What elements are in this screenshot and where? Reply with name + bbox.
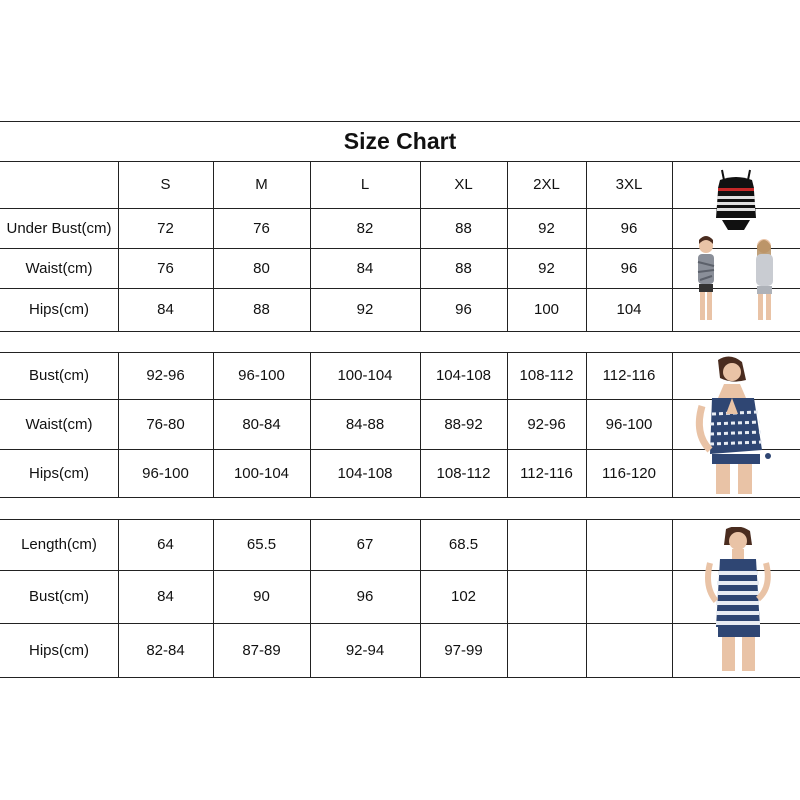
table-cell (507, 623, 586, 677)
table-cell: 68.5 (448, 536, 479, 553)
size-header-3xl: 3XL (615, 176, 643, 193)
chart-title: Size Chart (343, 128, 457, 154)
table-cell: 96-100 (142, 464, 189, 482)
product-image-striped-tankini (702, 527, 778, 673)
table-cell: 104-108 (435, 367, 492, 384)
table-cell: 96 (620, 259, 638, 277)
table-cell: 90 (253, 588, 270, 605)
table-cell: 100 (533, 301, 560, 318)
table-cell: 88 (455, 219, 472, 237)
table-cell: 84 (356, 259, 374, 277)
product-image-navy-halter-tankini (688, 354, 788, 496)
table-cell: 88 (455, 259, 472, 277)
row-label: Bust(cm) (29, 588, 89, 605)
grid-line (0, 331, 800, 332)
grid-line (0, 677, 800, 678)
table-cell: 84-88 (345, 415, 385, 433)
grid-line (0, 497, 800, 498)
table-cell: 96-100 (238, 367, 285, 384)
table-cell: 96-100 (605, 415, 653, 433)
size-header-2xl: 2XL (533, 176, 560, 193)
grid-line (672, 352, 673, 497)
black-striped-tankini-icon (716, 170, 756, 230)
row-label: Hips(cm) (29, 641, 89, 659)
table-cell: 76-80 (146, 415, 185, 433)
row-label: Hips(cm) (29, 301, 89, 318)
table-cell: 84 (157, 301, 174, 318)
table-cell (507, 519, 586, 570)
table-cell: 76 (253, 219, 270, 237)
table-cell: 84 (157, 588, 174, 605)
table-cell: 92 (538, 219, 555, 237)
product-image-tankini-set (676, 166, 796, 326)
table-cell (586, 623, 672, 677)
light-grey-model-icon (756, 239, 773, 320)
table-cell: 92 (538, 259, 555, 277)
table-cell: 87-89 (242, 641, 281, 659)
table-cell (586, 519, 672, 570)
row-label: Length(cm) (21, 536, 97, 553)
table-cell: 76 (157, 259, 174, 277)
table-cell: 80-84 (242, 415, 281, 433)
table-cell: 104-108 (337, 464, 393, 482)
row-label: Hips(cm) (29, 464, 89, 482)
table-cell: 92 (356, 301, 374, 318)
table-cell: 116-120 (602, 464, 656, 482)
table-cell (507, 570, 586, 623)
table-cell: 88-92 (444, 415, 483, 433)
grey-print-model-icon (698, 236, 714, 320)
table-cell: 80 (253, 259, 270, 277)
table-cell: 100-104 (337, 367, 393, 384)
table-cell: 92-96 (527, 415, 566, 433)
table-cell: 88 (253, 301, 270, 318)
size-header-l: L (360, 176, 370, 193)
table-cell (586, 570, 672, 623)
grid-line (0, 121, 800, 122)
table-cell: 96 (455, 301, 472, 318)
row-label: Bust(cm) (29, 367, 89, 384)
table-cell: 82 (356, 219, 374, 237)
row-label: Waist(cm) (25, 415, 93, 433)
table-cell: 65.5 (246, 536, 277, 553)
size-header-m: M (255, 176, 268, 193)
table-cell: 104 (616, 301, 642, 318)
size-header-xl: XL (454, 176, 473, 193)
table-cell: 102 (450, 588, 477, 605)
table-cell: 64 (157, 536, 174, 553)
table-cell: 108-112 (519, 367, 574, 384)
table-cell: 72 (157, 219, 174, 237)
size-header-s: S (160, 176, 171, 193)
table-cell: 92-96 (146, 367, 185, 384)
table-cell: 108-112 (436, 464, 491, 482)
table-cell: 97-99 (444, 641, 483, 659)
table-cell: 96 (356, 588, 374, 605)
table-cell: 112-116 (520, 464, 573, 482)
table-cell: 67 (356, 536, 374, 553)
table-cell: 96 (620, 219, 638, 237)
grid-line (672, 161, 673, 331)
row-label: Under Bust(cm) (6, 219, 112, 237)
row-label: Waist(cm) (25, 259, 93, 277)
table-cell: 82-84 (146, 641, 185, 659)
table-cell: 112-116 (602, 367, 656, 384)
table-cell: 92-94 (345, 641, 385, 659)
table-cell: 100-104 (233, 464, 290, 482)
grid-line (672, 519, 673, 677)
